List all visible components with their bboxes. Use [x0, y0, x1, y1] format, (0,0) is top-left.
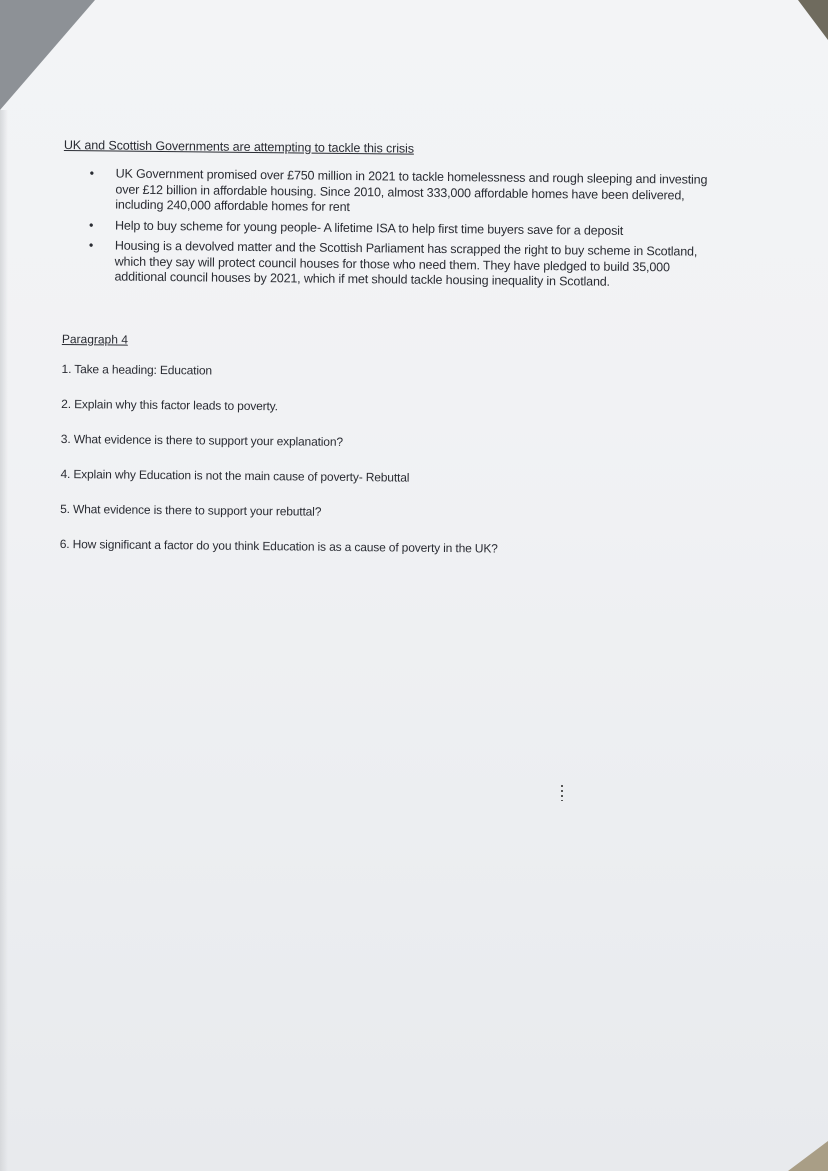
document-content: [59, 138, 724, 578]
bullet-marker: •: [89, 166, 94, 181]
bullet-marker: •: [89, 217, 94, 232]
bullet-text: Housing is a devolved matter and the Scottish Parliament has scrapped the right to buy scheme in Scotland, which they say will protect council houses for those who need them. They have pledged to build 35,000 additional council houses by 2021, which if met should tackle housing inequality in Scotland.: [114, 238, 698, 289]
background-corner-top-right: [798, 0, 828, 40]
background-corner-top-left: [0, 0, 95, 110]
bullet-text: UK Government promised over £750 million in 2021 to tackle homelessness and rough sleeping and investing over £12 billion in affordable housing. Since 2010, almost 333,000 affordable homes have been delivered, including 240,000 affordable homes for rent: [115, 166, 708, 214]
paper-speck: [561, 785, 563, 801]
question-item: 6. How significant a factor do you think Education is as a cause of poverty in the UK?: [59, 536, 498, 556]
bullet-item: [63, 217, 723, 239]
page-edge-shadow: [0, 110, 8, 1171]
question-item: 4. Explain why Education is not the main cause of poverty- Rebuttal: [60, 466, 410, 485]
bullet-marker: •: [88, 238, 94, 253]
bullet-item: [62, 238, 722, 291]
bullet-list: [62, 166, 723, 291]
section-heading: UK and Scottish Governments are attempting to tackle this crisis: [63, 138, 414, 156]
question-item: 3. What evidence is there to support your explanation?: [60, 431, 343, 449]
bullet-item: [63, 166, 723, 219]
bullet-text: Help to buy scheme for young people- A lifetime ISA to help first time buyers save for a deposit: [115, 218, 624, 238]
paragraph-heading: Paragraph 4: [61, 331, 129, 347]
question-item: 2. Explain why this factor leads to poverty.: [61, 396, 278, 413]
question-item: 5. What evidence is there to support your rebuttal?: [60, 501, 322, 519]
background-corner-bottom-right: [788, 1141, 828, 1171]
question-item: 1. Take a heading: Education: [61, 361, 213, 378]
